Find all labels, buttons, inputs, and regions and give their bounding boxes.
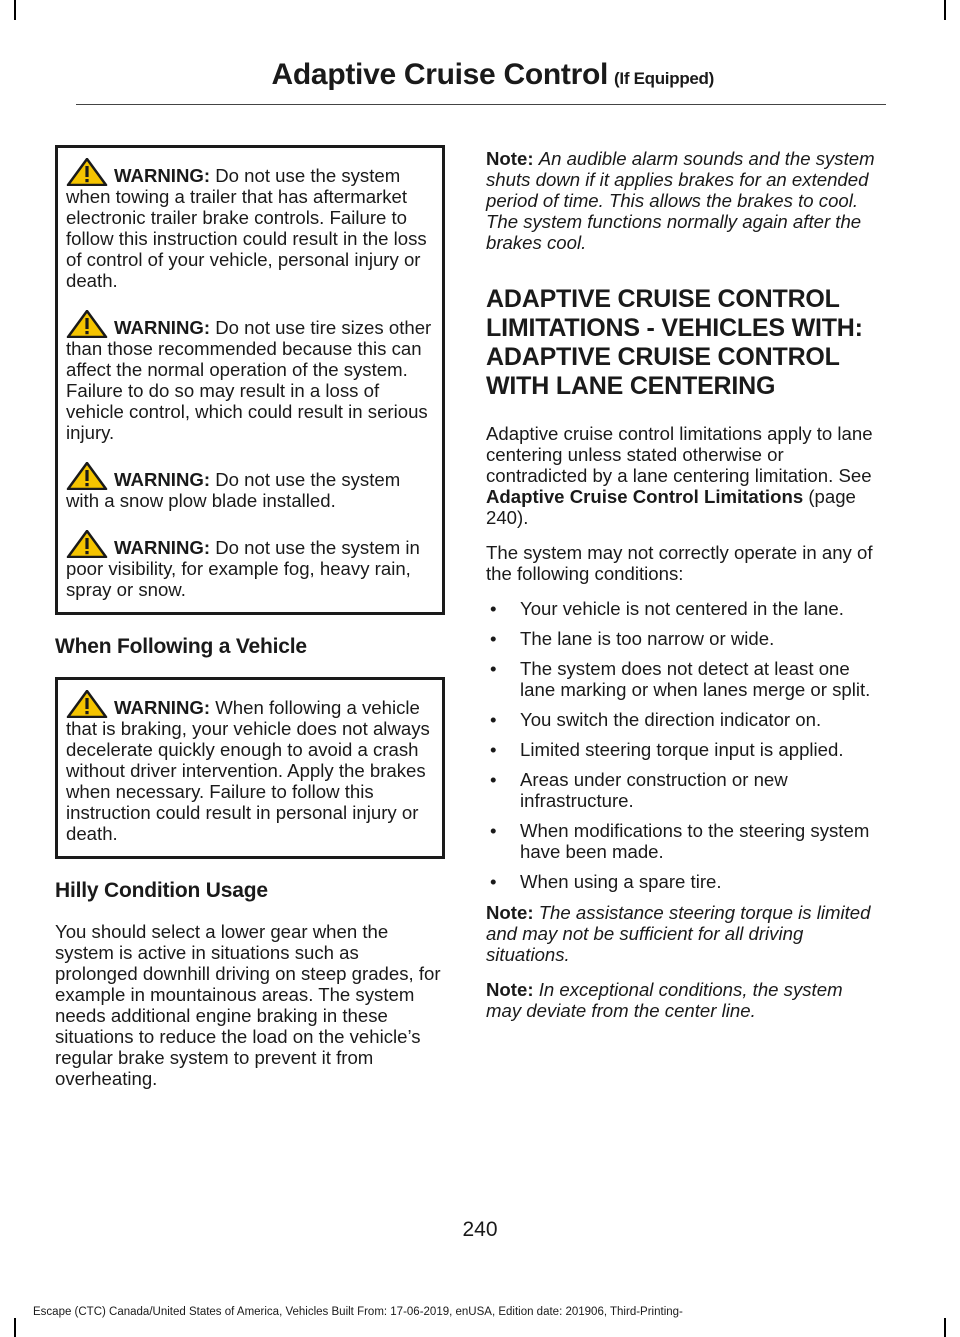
- list-item: [486, 769, 876, 811]
- section-heading-limitations: ADAPTIVE CRUISE CONTROL LIMITATIONS - VEHICLES WITH: ADAPTIVE CRUISE CONTROL WITH LANE CENTERING: [486, 285, 863, 400]
- list-item: [486, 658, 876, 700]
- bullet-glyph: •: [490, 769, 497, 790]
- hilly-paragraph: You should select a lower gear when the system is active in situations such as prolonged downhill driving on steep grades, for example in mountainous areas. The system needs additional engine braking in these situations to reduce the load on the vehicle’s regular brake system to prevent it from overheating.: [55, 921, 441, 1089]
- warning-triangle-icon: [66, 462, 108, 490]
- list-item: [486, 820, 876, 862]
- intro-paragraph: [486, 423, 876, 528]
- header-divider: [76, 104, 886, 105]
- bullet-glyph: •: [490, 709, 497, 730]
- note-label: Note:: [486, 979, 534, 1000]
- warning-label: WARNING:: [114, 697, 211, 718]
- note-text: The assistance steering torque is limited and may not be sufficient for all driving situations.: [486, 902, 871, 965]
- warning-text: Do not use the system in poor visibility, for example fog, heavy rain, spray or snow.: [66, 537, 420, 600]
- note-label: Note:: [486, 902, 534, 923]
- header-title-text: Adaptive Cruise Control: [271, 58, 609, 91]
- list-item: [486, 739, 876, 760]
- note-text: In exceptional conditions, the system may deviate from the center line.: [486, 979, 843, 1021]
- warning-triangle-icon: [66, 310, 108, 338]
- warning-triangle-icon: [66, 530, 108, 558]
- note-label: Note:: [486, 148, 534, 169]
- warning-item: [66, 530, 434, 600]
- list-item: [486, 628, 876, 649]
- warning-box-following: [55, 677, 445, 859]
- list-item-text: Areas under construction or new infrastructure.: [520, 769, 788, 811]
- note-brakes: [486, 148, 876, 253]
- warning-label: WARNING:: [114, 317, 211, 338]
- note-center-line: [486, 979, 876, 1021]
- note-text: An audible alarm sounds and the system shuts down if it applies brakes for an extended period of time. This allows the brakes to cool. The system functions normally again after the brakes cool.: [486, 148, 875, 253]
- list-item-text: The lane is too narrow or wide.: [520, 628, 775, 649]
- list-item-text: The system does not detect at least one lane marking or when lanes merge or split.: [520, 658, 871, 700]
- crop-mark-bottom-left: [14, 1318, 16, 1337]
- warning-triangle-icon: [66, 690, 108, 718]
- bullet-glyph: •: [490, 871, 497, 892]
- conditions-list: [486, 598, 876, 892]
- bullet-glyph: •: [490, 628, 497, 649]
- page-number: 240: [462, 1218, 498, 1241]
- intro-page-ref: (page 240).: [486, 486, 856, 528]
- conditions-intro: The system may not correctly operate in any of the following conditions:: [486, 542, 873, 584]
- right-column: [486, 148, 876, 1035]
- warning-text: When following a vehicle that is braking, your vehicle does not always decelerate quickly enough to avoid a crash without driver intervention. Apply the brakes when necessary. Failure to follow this instruction could result in personal injury or death.: [66, 697, 430, 844]
- crop-mark-bottom-right: [944, 1318, 946, 1337]
- list-item: [486, 709, 876, 730]
- list-item-text: When modifications to the steering system have been made.: [520, 820, 870, 862]
- warning-box-top: [55, 145, 445, 615]
- warning-item: [66, 310, 434, 443]
- list-item: [486, 871, 876, 892]
- bullet-glyph: •: [490, 820, 497, 841]
- footer-edition-info: Escape (CTC) Canada/United States of America, Vehicles Built From: 17-06-2019, enUSA, Edition date: 201906, Third-Printing-: [33, 1306, 683, 1318]
- heading-when-following: When Following a Vehicle: [55, 635, 307, 658]
- warning-label: WARNING:: [114, 537, 211, 558]
- warning-label: WARNING:: [114, 165, 211, 186]
- heading-hilly-condition: Hilly Condition Usage: [55, 879, 268, 902]
- list-item-text: When using a spare tire.: [520, 871, 722, 892]
- header-title-suffix: (If Equipped): [614, 69, 714, 88]
- note-torque: [486, 902, 876, 965]
- warning-item: [66, 158, 434, 291]
- list-item: [486, 598, 876, 619]
- warning-item: [66, 690, 434, 844]
- crop-mark-top-right: [944, 0, 946, 20]
- warning-label: WARNING:: [114, 469, 211, 490]
- bullet-glyph: •: [490, 658, 497, 679]
- list-item-text: You switch the direction indicator on.: [520, 709, 822, 730]
- list-item-text: Limited steering torque input is applied.: [520, 739, 844, 760]
- warning-text: Do not use the system with a snow plow blade installed.: [66, 469, 401, 511]
- list-item-text: Your vehicle is not centered in the lane.: [520, 598, 844, 619]
- bullet-glyph: •: [490, 598, 497, 619]
- warning-triangle-icon: [66, 158, 108, 186]
- crop-mark-top-left: [14, 0, 16, 20]
- warning-text: Do not use the system when towing a trailer that has aftermarket electronic trailer brake controls. Failure to follow this instruction could result in the loss of control of your vehicle, personal injury or death.: [66, 165, 427, 291]
- warning-item: [66, 462, 434, 511]
- page-header-title: [272, 58, 714, 92]
- warning-text: Do not use tire sizes other than those recommended because this can affect the normal operation of the system. Failure to do so may result in a loss of vehicle control, which could result in serious injury.: [66, 317, 432, 443]
- bullet-glyph: •: [490, 739, 497, 760]
- cross-reference-link[interactable]: Adaptive Cruise Control Limitations: [486, 486, 804, 507]
- intro-text: Adaptive cruise control limitations apply to lane centering unless stated otherwise or contradicted by a lane centering limitation. See: [486, 423, 873, 486]
- left-column: [55, 145, 445, 1103]
